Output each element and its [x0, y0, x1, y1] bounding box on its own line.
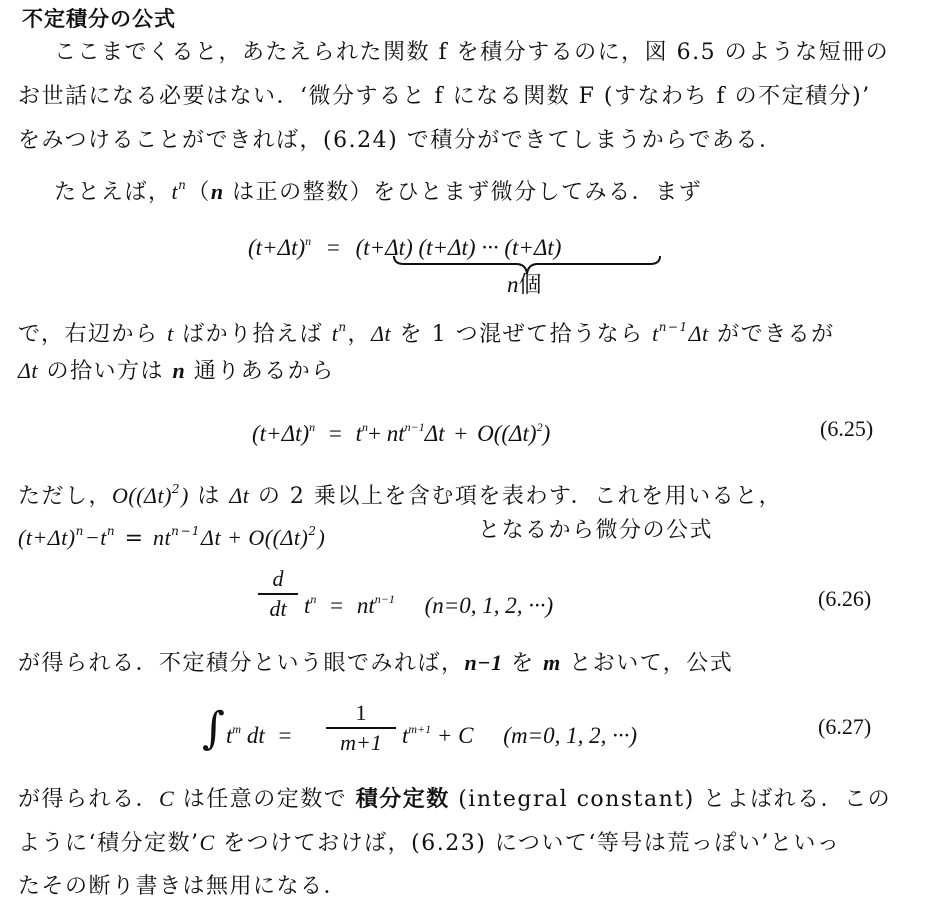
exp: n−1: [658, 320, 689, 334]
para5-line1: [18, 648, 733, 679]
text: (integral constant) とよばれる．この: [449, 787, 892, 812]
equation-6-27-right: [402, 714, 637, 751]
math: (t+Δt): [18, 525, 76, 550]
underbrace-label: [507, 270, 542, 300]
math: O((Δt): [112, 483, 172, 508]
para4-line1: [18, 474, 782, 512]
math: t: [331, 321, 339, 346]
para6-line1: [18, 784, 891, 815]
term: t: [304, 593, 311, 618]
text: が得られる．: [18, 787, 160, 812]
exp: n−1: [171, 524, 202, 538]
derivative-fraction: [258, 566, 298, 622]
equals-sign: =: [330, 593, 344, 618]
math: t: [652, 321, 659, 346]
math: Δt: [371, 321, 392, 346]
integral-sign: ∫: [202, 703, 225, 754]
term: Δt: [424, 421, 445, 446]
math: Δt + O((Δt): [201, 525, 309, 550]
text: たとえば，: [54, 180, 172, 205]
lhs: (t+Δt): [252, 421, 310, 446]
math: Δt: [18, 358, 39, 383]
exp: 2: [536, 420, 543, 434]
text: ただし，: [18, 484, 113, 509]
rhs-product: (t+Δt) (t+Δt) ··· (t+Δt): [355, 235, 562, 260]
exp: n: [75, 524, 85, 538]
equals-sign: =: [278, 723, 292, 748]
text: をつけておけば，(6.23) について‘等号は荒っぽい’といっ: [214, 831, 841, 856]
plus-sign: +: [454, 421, 468, 446]
para1-line2: お世話になる必要はない．‘微分すると f になる関数 F (すなわち f の不定積分)’: [18, 84, 871, 109]
term: t: [226, 723, 233, 748]
equation-number-6-26: (6.26): [818, 586, 872, 611]
exp: m+1: [408, 722, 432, 736]
denominator: dt: [269, 596, 287, 621]
fraction-bar: [326, 727, 396, 729]
para6-line2: [18, 828, 840, 859]
math-t: t: [171, 179, 179, 204]
text: の拾い方は: [38, 359, 173, 384]
term: O((Δt): [477, 421, 537, 446]
text: は任意の定数で: [174, 787, 356, 812]
denominator: m+1: [340, 730, 382, 755]
condition: (n=0, 1, 2, ···): [424, 593, 554, 618]
math: m: [543, 650, 561, 675]
equals-sign: =: [326, 235, 340, 260]
para2-line1: [54, 170, 702, 208]
text: は: [188, 484, 230, 509]
label-n: n: [507, 272, 519, 297]
exp: n: [310, 592, 317, 606]
exp: m: [232, 722, 242, 736]
math: t: [167, 321, 174, 346]
exp: n−1: [374, 592, 395, 606]
numerator: 1: [355, 700, 367, 725]
text: は正の整数）をひとまず微分してみる．まず: [223, 180, 703, 205]
math: Δt: [229, 483, 250, 508]
equation-number-6-27: (6.27): [818, 714, 872, 739]
text: とおいて，公式: [560, 651, 734, 676]
exp: 2: [171, 482, 182, 496]
exp: n: [309, 420, 316, 434]
equation-6-25: [252, 412, 550, 449]
math: Δt: [688, 321, 709, 346]
math: ): [181, 483, 189, 508]
equation-number-6-25: (6.25): [820, 416, 874, 441]
plus-sign: +: [368, 421, 381, 446]
text: を 1 つ混ぜて拾うなら: [391, 322, 653, 347]
term: nt: [386, 421, 405, 446]
para6-line3: たその断り書きは無用になる．: [18, 874, 348, 899]
math: −t: [84, 525, 107, 550]
equation-6-27-left: [226, 714, 299, 751]
text: 通りあるから: [185, 359, 335, 384]
exp: n−1: [404, 420, 425, 434]
para3-line1: [18, 312, 835, 350]
label-ko: 個: [518, 272, 542, 297]
fraction-bar: [258, 593, 298, 595]
term: ): [542, 421, 551, 446]
constant: + C: [436, 723, 474, 748]
math: ): [317, 525, 326, 550]
term: t: [402, 723, 409, 748]
exp: n: [362, 420, 368, 434]
integral-fraction: [326, 700, 396, 756]
math: C: [159, 786, 175, 811]
term-highlight: 積分定数: [355, 787, 450, 812]
exp: n: [106, 524, 117, 538]
lhs-exp: n: [305, 234, 312, 248]
condition: (m=0, 1, 2, ···): [503, 723, 637, 748]
term: t: [355, 421, 362, 446]
exp: n: [178, 178, 188, 192]
text: が得られる．不定積分という眼でみれば，: [18, 651, 465, 676]
equals-sign: =: [328, 421, 342, 446]
para1-line3: をみつけることができれば，(6.24) で積分ができてしまうからである．: [18, 128, 783, 153]
math: C: [199, 830, 215, 855]
math: n: [172, 358, 186, 383]
text: の 2 乗以上を含む項を表わす．これを用いると，: [249, 484, 783, 509]
math: n−1: [464, 650, 503, 675]
text: =: [116, 526, 153, 551]
text: ばかり拾えば: [173, 322, 332, 347]
text: を: [502, 651, 544, 676]
term: dt: [246, 723, 265, 748]
text: ように‘積分定数’: [18, 831, 200, 856]
para4-line2-tail: となるから微分の公式: [478, 518, 714, 543]
math-n: n: [210, 179, 224, 204]
term: nt: [356, 593, 375, 618]
text: ，: [347, 322, 372, 347]
section-heading: 不定積分の公式: [22, 7, 176, 31]
text: で，右辺から: [18, 322, 168, 347]
exp: n: [338, 320, 348, 334]
exp: 2: [308, 524, 318, 538]
equation-6-26: [304, 584, 553, 621]
numerator: d: [272, 566, 284, 591]
para1-line1: ここまでくると，あたえられた関数 f を積分するのに，図 6.5 のような短冊の: [54, 40, 890, 65]
para4-line2: [18, 516, 325, 554]
lhs: (t+Δt): [248, 235, 306, 260]
para3-line2: [18, 356, 335, 387]
text: ができるが: [708, 322, 835, 347]
math: nt: [153, 525, 172, 550]
text: （: [187, 180, 211, 205]
